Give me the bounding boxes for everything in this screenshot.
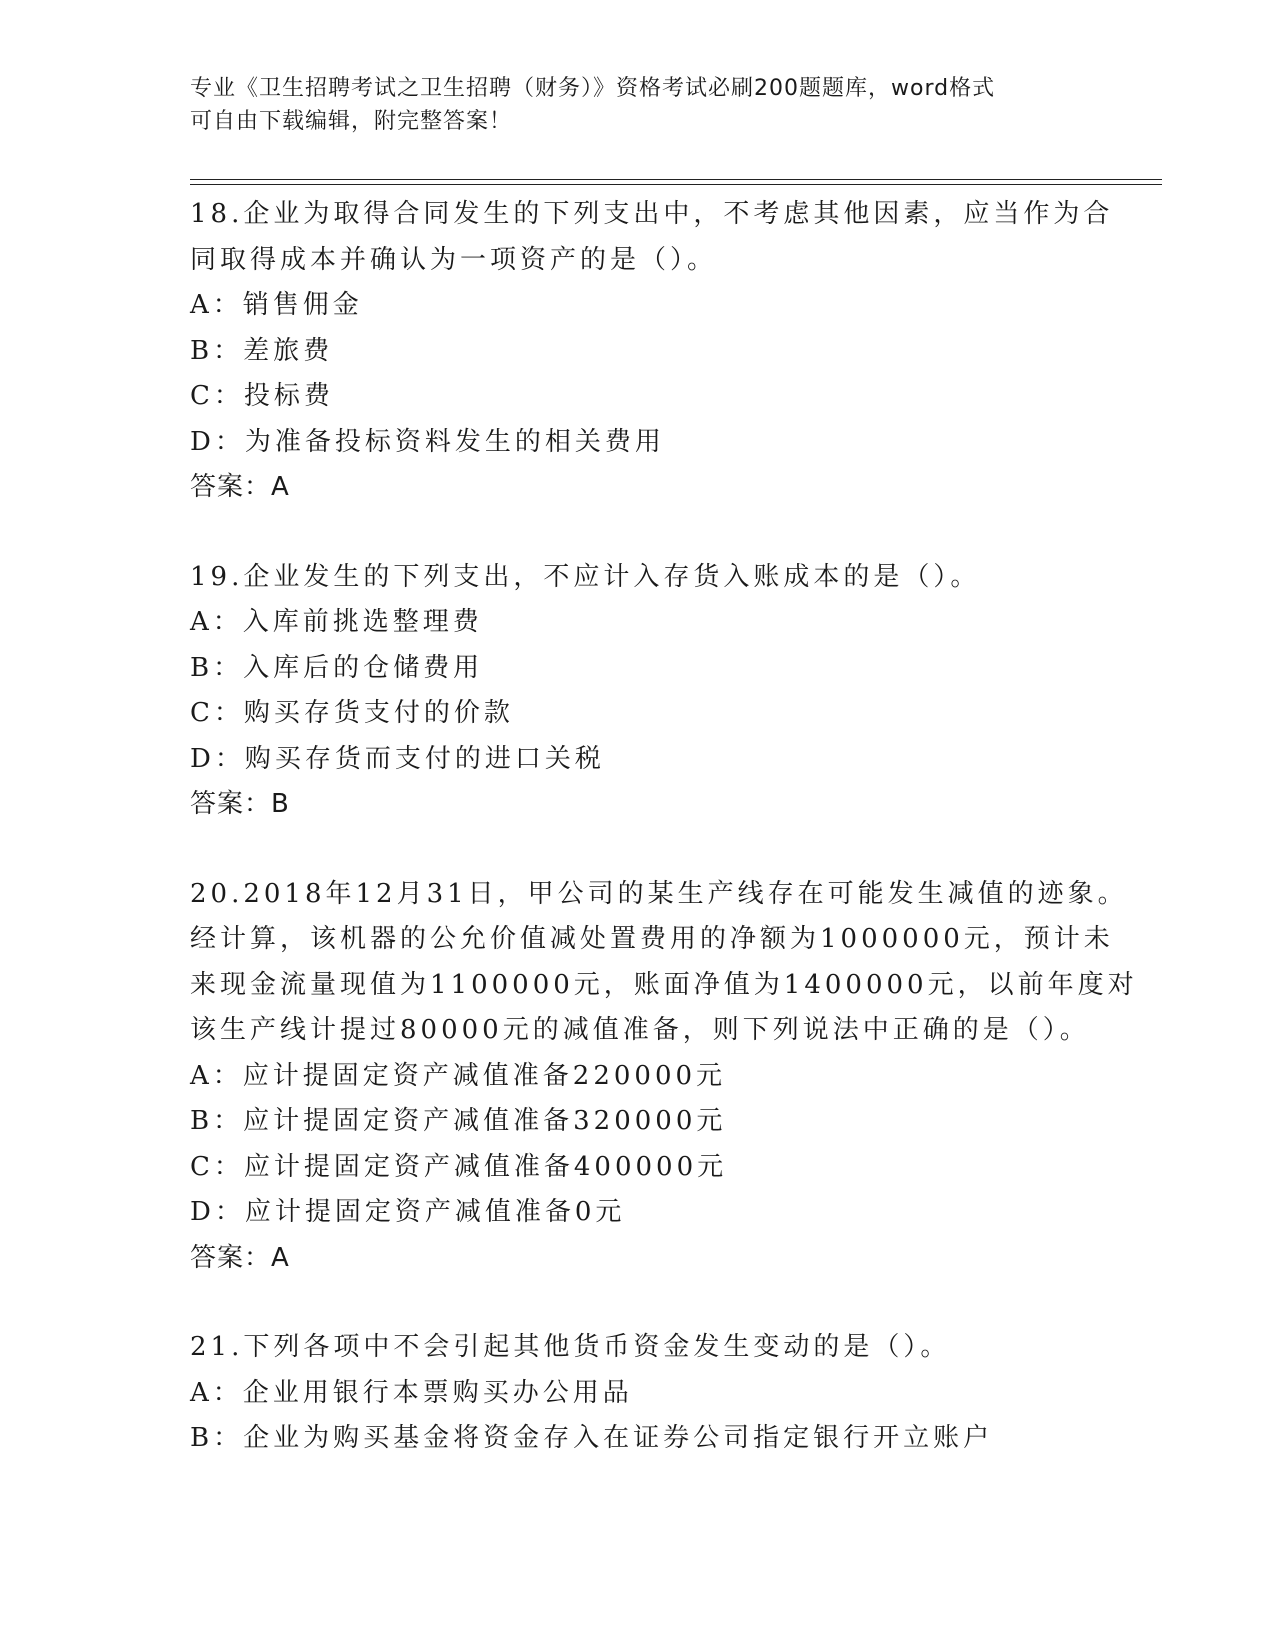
- header-divider-top: [190, 179, 1162, 180]
- question-stem-line: 来现金流量现值为1100000元，账面净值为1400000元，以前年度对: [190, 969, 1138, 1000]
- question-stem-line: 同取得成本并确认为一项资产的是（）。: [190, 244, 718, 275]
- document-header: [190, 72, 1070, 138]
- option-d: D：购买存货而支付的进口关税: [190, 743, 605, 774]
- question-stem-line: 19.企业发生的下列支出，不应计入存货入账成本的是（）。: [190, 561, 981, 592]
- answer-line: 答案：A: [190, 1242, 290, 1273]
- option-b: B：入库后的仓储费用: [190, 652, 484, 683]
- question-21: [190, 1325, 1090, 1462]
- option-b: B：差旅费: [190, 335, 334, 366]
- question-list: [190, 192, 1138, 1462]
- answer-line: 答案：A: [190, 472, 290, 502]
- answer-line: 答案：B: [190, 789, 290, 819]
- option-d: D：应计提固定资产减值准备0元: [190, 1197, 626, 1227]
- question-18: [190, 192, 1114, 511]
- option-a: A：企业用银行本票购买办公用品: [190, 1377, 633, 1408]
- question-20: [190, 872, 1138, 1282]
- option-a: A：入库前挑选整理费: [190, 607, 483, 637]
- question-stem-line: 20.2018年12月31日，甲公司的某生产线存在可能发生减值的迹象。: [190, 878, 1128, 909]
- option-c: C：投标费: [190, 381, 334, 411]
- question-stem-line: 该生产线计提过80000元的减值准备，则下列说法中正确的是（）。: [190, 1015, 1090, 1045]
- question-19: [190, 555, 1090, 828]
- option-b: B：应计提固定资产减值准备320000元: [190, 1106, 727, 1136]
- option-d: D：为准备投标资料发生的相关费用: [190, 426, 665, 457]
- option-b: B：企业为购买基金将资金存入在证券公司指定银行开立账户: [190, 1423, 994, 1453]
- header-divider-bottom: [190, 184, 1162, 185]
- question-stem-line: 经计算，该机器的公允价值减处置费用的净额为1000000元，预计未: [190, 924, 1114, 954]
- option-a: A：应计提固定资产减值准备220000元: [190, 1060, 727, 1091]
- option-c: C：应计提固定资产减值准备400000元: [190, 1151, 728, 1182]
- option-a: A：销售佣金: [190, 290, 363, 320]
- header-line-2: 可自由下载编辑，附完整答案！: [190, 109, 513, 134]
- question-stem-line: 18.企业为取得合同发生的下列支出中，不考虑其他因素，应当作为合: [190, 199, 1114, 229]
- question-stem-line: 21.下列各项中不会引起其他货币资金发生变动的是（）。: [190, 1332, 951, 1362]
- header-line-1: 专业《卫生招聘考试之卫生招聘（财务）》资格考试必刷200题题库，word格式: [190, 76, 996, 101]
- option-c: C：购买存货支付的价款: [190, 698, 514, 728]
